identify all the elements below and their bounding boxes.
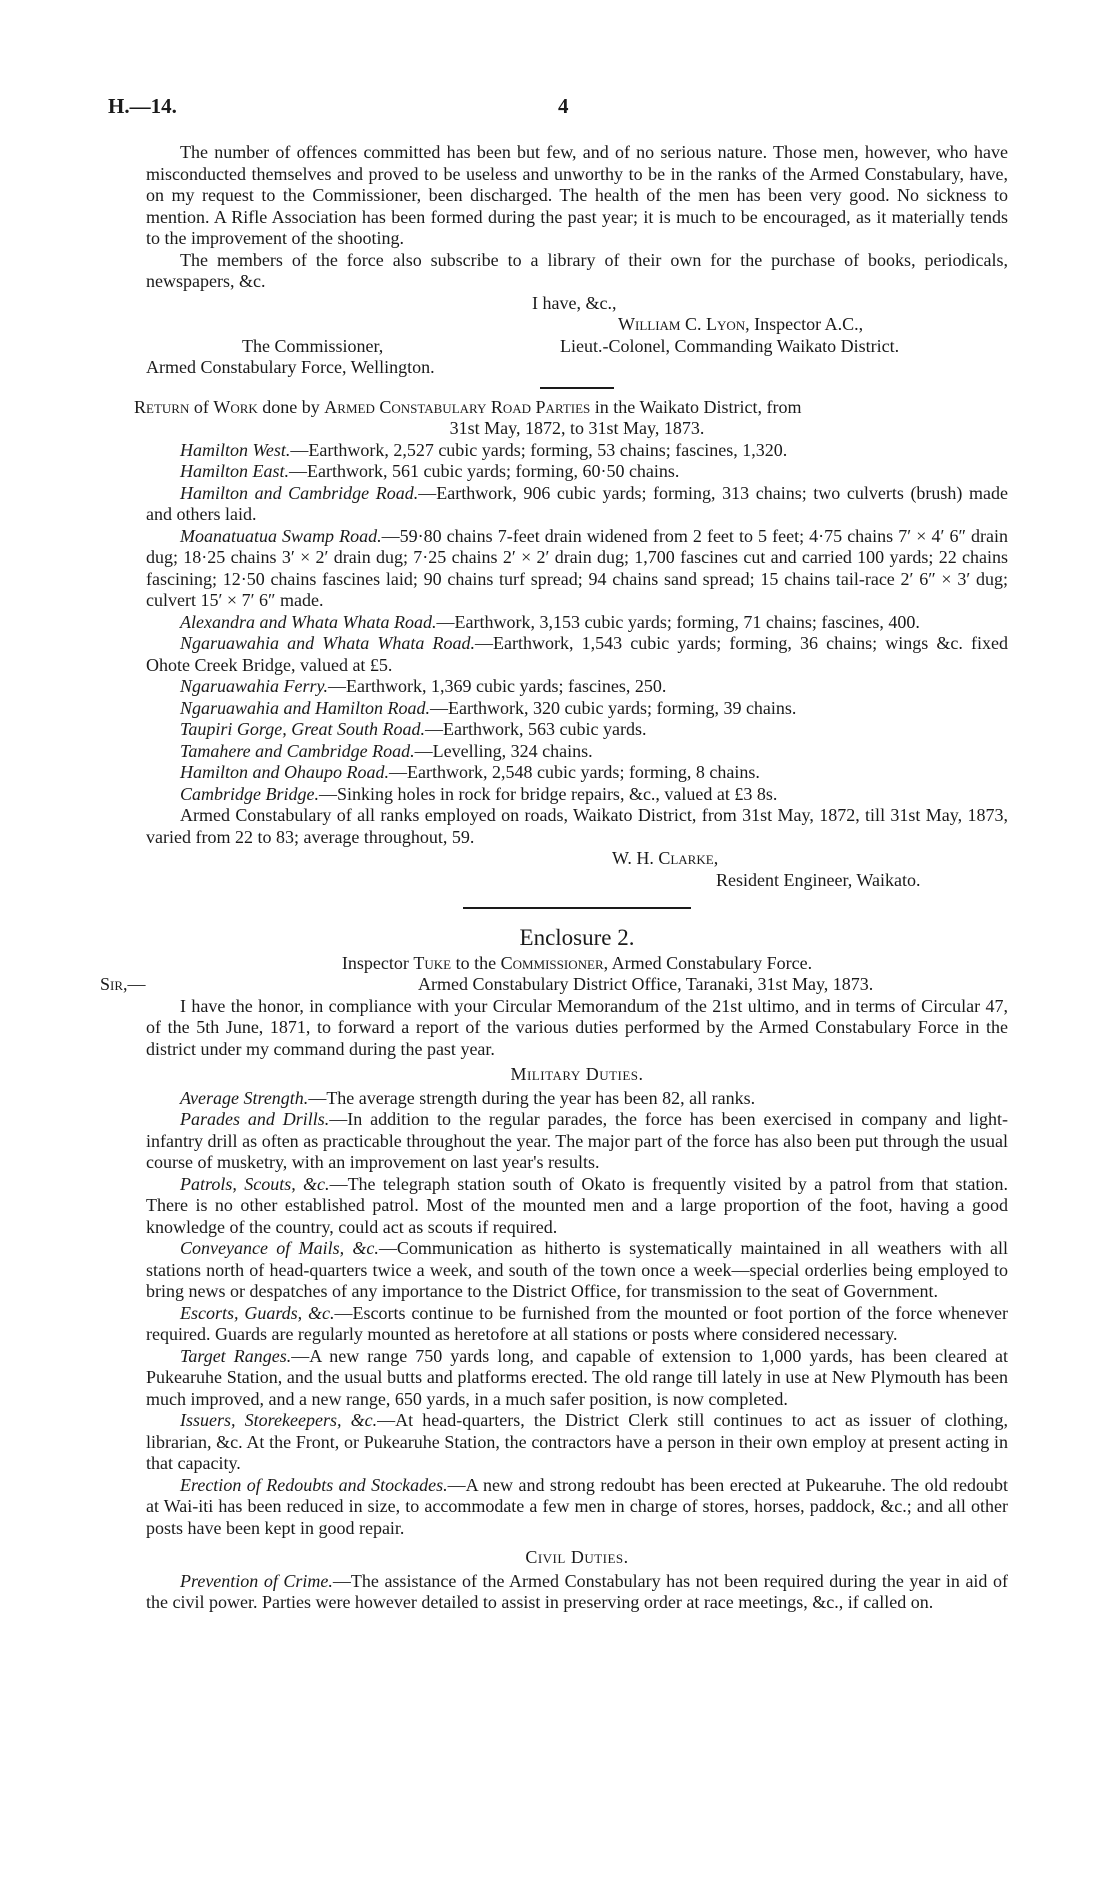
military-duty-item-text: —In addition to the regular parades, the force has been exercised in company and light-infantry drill as often as practicable throughout the year. The major part of the force has also been put through the usual course of musketry, with an improvement on last year's results. xyxy=(146,1109,1009,1172)
military-duty-item xyxy=(146,1346,1008,1411)
return-item-label: Hamilton West. xyxy=(180,439,291,460)
military-duty-item-label: Conveyance of Mails, &c. xyxy=(180,1238,379,1258)
military-duty-item-text: —A new range 750 yards long, and capable of extension to 1,000 yards, has been cleared at Pukearuhe Station, and the usual butts and platforms erected. The old range till lately in use at New Plymouth has been much improved, and a new range, 650 yards, in a much safer position, is now completed. xyxy=(146,1345,1008,1409)
return-item xyxy=(146,762,1008,784)
return-item-text: —Earthwork, 3,153 cubic yards; forming, 71 chains; fascines, 400. xyxy=(436,611,920,632)
military-duties-heading: Military Duties. xyxy=(510,1064,644,1084)
return-item xyxy=(146,461,1008,483)
enclosure-divider xyxy=(463,907,691,909)
intro-paragraph-2: The members of the force also subscribe to a library of their own for the purchase of books, periodicals, newspapers, &c. xyxy=(146,249,1008,291)
return-heading: Return of Work done by Armed Constabulary Road Parties in the Waikato District, from xyxy=(134,396,802,417)
salutation: Sir,— xyxy=(100,974,146,994)
return-item-label: Hamilton and Ohaupo Road. xyxy=(180,762,389,782)
enclosure-opening: I have the honor, in compliance with your Circular Memorandum of the 21st ultimo, and in terms of Circular 47, of the 5th June, 1871, to forward a report of the various duties performed by the Armed Constabulary Force in the district under my command during the past year. xyxy=(146,995,1008,1059)
engineer-role: Resident Engineer, Waikato. xyxy=(716,869,921,890)
salutation-row xyxy=(100,974,1008,996)
return-item-text: —Levelling, 324 chains. xyxy=(414,740,593,761)
return-summary: Armed Constabulary of all ranks employed on roads, Waikato District, from 31st May, 1872, till 31st May, 1873, varied from 22 to 83; average throughout, 59. xyxy=(146,805,1008,847)
return-item-label: Hamilton East. xyxy=(180,461,290,481)
addressee-row-1 xyxy=(146,336,1008,358)
military-duty-item xyxy=(146,1238,1008,1303)
military-duty-item xyxy=(146,1410,1008,1475)
civil-duties-heading: Civil Duties. xyxy=(525,1547,629,1567)
return-item-text: —Earthwork, 2,527 cubic yards; forming, 53 chains; fascines, 1,320. xyxy=(290,439,788,460)
return-item-text: —59·80 chains 7-feet drain widened from 2 feet to 5 feet; 4·75 chains 7′ × 4′ 6″ drain dug; 18·25 chains 3′ × 2′ drain dug; 7·25 chains 2′ × 2′ drain dug; 1,700 fascines cut and carried 100 yards; 22 chains fascining; 12·50 chains fascines laid; 90 chains turf spread; 94 chains sand spread; 15 chains tail-race 2′ 6″ × 3′ dug; culvert 15′ × 7′ 6″ made. xyxy=(146,525,1008,610)
return-item-label: Hamilton and Cambridge Road. xyxy=(180,482,419,503)
civil-duty-item xyxy=(146,1571,1008,1614)
return-heading-dates: 31st May, 1872, to 31st May, 1873. xyxy=(449,418,705,438)
return-item-label: Cambridge Bridge. xyxy=(180,783,319,804)
military-duty-item xyxy=(146,1475,1008,1540)
military-duty-item-label: Issuers, Storekeepers, &c. xyxy=(180,1410,378,1430)
return-item-text: —Sinking holes in rock for bridge repairs, &c., valued at £3 8s. xyxy=(319,783,778,804)
return-items-list xyxy=(146,440,1008,806)
military-duty-item-text: —At head-quarters, the District Clerk still continues to act as issuer of clothing, librarian, &c. At the Front, or Pukearuhe Station, the contractors have a person in their own employ at present acting in that capacity. xyxy=(146,1410,1008,1473)
military-duty-item-label: Target Ranges. xyxy=(180,1345,292,1366)
return-item-label: Moanatuatua Swamp Road. xyxy=(180,525,382,546)
return-item xyxy=(146,483,1008,526)
civil-duties-list xyxy=(146,1571,1008,1614)
signature-name-row xyxy=(146,314,1008,336)
return-item-label: Ngaruawahia and Whata Whata Road. xyxy=(180,633,475,653)
paper-identifier: H.—14. xyxy=(108,94,177,118)
return-item-text: —Earthwork, 320 cubic yards; forming, 39 chains. xyxy=(430,697,797,718)
return-item-label: Tamahere and Cambridge Road. xyxy=(180,740,415,761)
return-item xyxy=(146,526,1008,612)
military-duty-item-label: Average Strength. xyxy=(180,1087,309,1108)
military-duty-item-text: —Communication as hitherto is systematically maintained in all weathers with all stations north of head-quarters twice a week, and south of the town once a week—special orderlies being employed to bring news or despatches of any importance to the District Office, for transmission to the seat of Government. xyxy=(146,1238,1009,1301)
civil-duty-item-label: Prevention of Crime. xyxy=(180,1570,333,1591)
return-item xyxy=(146,741,1008,763)
return-item xyxy=(146,676,1008,698)
engineer-signature-row xyxy=(146,848,1008,870)
military-duty-item xyxy=(146,1109,1008,1174)
military-duty-item xyxy=(146,1088,1008,1110)
enclosure-subtitle: Inspector Tuke to the Commissioner, Armed Constabulary Force. xyxy=(341,952,813,973)
letter-closing: I have, &c., xyxy=(532,292,617,313)
return-item-text: —Earthwork, 1,543 cubic yards; forming, 36 chains; wings &c. fixed Ohote Creek Bridge, valued at £5. xyxy=(146,633,1008,675)
return-item xyxy=(146,612,1008,634)
letter-closing-row xyxy=(146,293,1008,315)
engineer-role-row xyxy=(146,870,1008,892)
return-item xyxy=(146,784,1008,806)
military-duty-item-label: Escorts, Guards, &c. xyxy=(180,1302,335,1323)
military-duty-item-text: —The average strength during the year has been 82, all ranks. xyxy=(308,1087,756,1108)
military-duty-item-text: —Escorts continue to be furnished from the mounted or foot portion of the force whenever required. Guards are regularly mounted as heretofore at all stations or posts where considered necessary. xyxy=(146,1302,1008,1344)
return-item-text: —Earthwork, 2,548 cubic yards; forming, 8 chains. xyxy=(389,762,760,782)
signature-name: William C. Lyon, Inspector A.C., xyxy=(618,314,864,334)
section-divider xyxy=(540,387,614,389)
military-duty-item-label: Patrols, Scouts, &c. xyxy=(180,1173,330,1194)
return-item xyxy=(146,633,1008,676)
addressee-line-1: The Commissioner, xyxy=(242,335,384,356)
enclosure-title: Enclosure 2. xyxy=(519,925,635,950)
military-duty-item xyxy=(146,1303,1008,1346)
engineer-signature-name: W. H. Clarke, xyxy=(612,848,719,868)
return-item-text: —Earthwork, 906 cubic yards; forming, 313 chains; two culverts (brush) made and others laid. xyxy=(146,482,1008,524)
military-duty-item-label: Parades and Drills. xyxy=(180,1109,330,1129)
return-item xyxy=(146,719,1008,741)
page-number: 4 xyxy=(558,94,569,118)
return-item-label: Ngaruawahia and Hamilton Road. xyxy=(180,697,431,718)
return-item-label: Taupiri Gorge, Great South Road. xyxy=(180,719,426,739)
military-duties-list xyxy=(146,1088,1008,1540)
military-duty-item-text: —The telegraph station south of Okato is frequently visited by a patrol from that station. There is no other established patrol. Most of the mounted men and a large proportion of the foot, having a good knowledge of the country, could act as scouts if required. xyxy=(146,1173,1009,1237)
signature-role: Lieut.-Colonel, Commanding Waikato District. xyxy=(560,335,900,356)
addressee-line-2: Armed Constabulary Force, Wellington. xyxy=(146,357,435,377)
return-item-label: Ngaruawahia Ferry. xyxy=(180,676,329,696)
return-item xyxy=(146,440,1008,462)
return-item-text: —Earthwork, 563 cubic yards. xyxy=(425,719,647,739)
return-item xyxy=(146,698,1008,720)
return-item-label: Alexandra and Whata Whata Road. xyxy=(180,611,437,632)
addressee-row-2 xyxy=(146,357,1008,379)
intro-paragraph-1: The number of offences committed has been but few, and of no serious nature. Those men, however, who have misconducted themselves and proved to be useless and unworthy to be in the ranks of the Armed Constabulary, have, on my request to the Commissioner, been discharged. The health of the men has been very good. No sickness to mention. A Rifle Association has been formed during the past year; it is much to be encouraged, as it materially tends to the improvement of the shooting. xyxy=(146,142,1008,248)
civil-duty-item-text: —The assistance of the Armed Constabulary has not been required during the year in aid of the civil power. Parties were however detailed to assist in preserving order at race meetings, &c., if called on. xyxy=(146,1570,1008,1612)
body-column xyxy=(100,142,1009,1614)
military-duty-item-label: Erection of Redoubts and Stockades. xyxy=(180,1474,448,1495)
dateline: Armed Constabulary District Office, Taranaki, 31st May, 1873. xyxy=(418,974,874,994)
return-item-text: —Earthwork, 561 cubic yards; forming, 60·50 chains. xyxy=(289,461,680,481)
military-duty-item-text: —A new and strong redoubt has been erected at Pukearuhe. The old redoubt at Wai-iti has been reduced in size, to accommodate a few men in charge of stores, horses, paddock, &c.; and all other posts have been kept in good repair. xyxy=(146,1474,1009,1538)
military-duty-item xyxy=(146,1174,1008,1239)
return-item-text: —Earthwork, 1,369 cubic yards; fascines, 250. xyxy=(328,676,667,696)
